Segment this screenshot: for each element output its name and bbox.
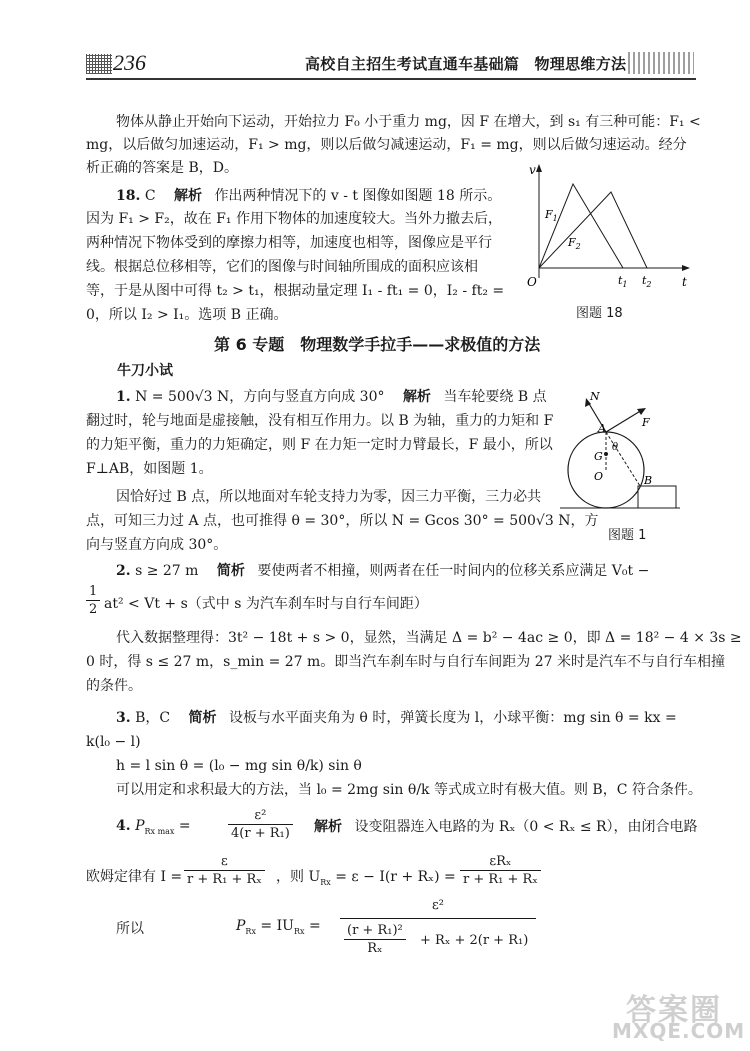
q4-inner-num: (r + R₁)² [347, 923, 403, 938]
q4-head-b [314, 816, 698, 838]
q2-line-3: 代入数据整理得：3t² − 18t + s > 0，显然，当满足 Δ = b² − 4ac ≥ 0，即 Δ = 18² − 4 × 3s ≥ [116, 630, 742, 646]
watermark-logo [612, 985, 746, 1045]
section-title: 第 6 专题 物理数学手拉手——求极值的方法 [214, 335, 541, 354]
q2-frac-num: 1 [89, 584, 98, 599]
q4-line-3c: = [308, 918, 321, 934]
figure-1-caption: 图题 1 [608, 528, 647, 543]
q18-line-6: 0，所以 I₂ > I₁。选项 B 正确。 [86, 307, 288, 323]
axis-v-label: v [529, 163, 536, 177]
fraction-bar [86, 600, 100, 601]
q1-answer: N = 500√3 N，方向与竖直方向成 30° [135, 389, 385, 405]
origin-label: O [527, 275, 537, 289]
q4-u-den: r + R₁ + Rₓ [463, 872, 538, 887]
q4-line-2c: = ε − I(r + Rₓ) = [335, 869, 456, 885]
step-block [638, 486, 676, 508]
q2-label: 简析 [216, 563, 245, 579]
q4-p2-sub: Rx [245, 926, 256, 936]
q18-label: 解析 [173, 188, 202, 204]
q4-line-3b [236, 918, 321, 936]
q1-line-2: 翻过时，轮与地面是虚接触，没有相互作用力。以 B 为轴，重力的力矩和 F [86, 413, 554, 429]
q4-head-a [116, 818, 191, 836]
q4-big-den-tail: + Rₓ + 2(r + R₁) [420, 933, 529, 948]
q4-inner-fraction [344, 923, 406, 956]
f1-label: $F_1$ [545, 208, 558, 223]
label-o: O [594, 470, 604, 483]
label-n: N [590, 390, 600, 403]
q1-label: 解析 [402, 389, 431, 405]
q1-line-7: 向与竖直方向成 30°。 [86, 537, 228, 553]
q4-p-sub: Rx max [144, 826, 175, 836]
q4-eq: = [178, 818, 191, 834]
axis-t-label: t [682, 275, 687, 289]
label-f: F [642, 416, 650, 429]
header-rule [86, 78, 696, 80]
tick-t2-label: $t_2$ [642, 274, 652, 289]
label-a: A [598, 422, 606, 435]
f2-label: $F_2$ [568, 236, 581, 251]
fraction-bar [344, 939, 406, 940]
q18-line-3: 两种情况下物体受到的摩擦力相等，加速度也相等，图像应是平行 [86, 235, 492, 251]
q4-answer-fraction [228, 808, 293, 841]
q3-answer: B，C [135, 710, 171, 726]
q4-u-fraction [460, 854, 541, 887]
f2-curve [539, 192, 647, 268]
q4-ans-num: ε² [254, 808, 267, 823]
q2-frac-den: 2 [89, 602, 98, 617]
q4-line-3a: 所以 [116, 921, 144, 937]
fraction-bar [184, 870, 265, 871]
q3-number: 3. [116, 710, 131, 726]
v-axis-arrow-icon [536, 164, 542, 172]
q4-inner-den: Rₓ [367, 941, 383, 956]
q3-label: 简析 [188, 710, 217, 726]
q2-answer: s ≥ 27 m [135, 563, 199, 579]
q2-line-2: at² < Vt + s（式中 s 为汽车刹车时与自行车间距） [104, 596, 428, 612]
q18-line-2: 因为 F₁ > F₂，故在 F₁ 作用下物体的加速度较大。当外力撤去后， [86, 211, 502, 227]
q18-number: 18. [116, 188, 141, 204]
label-theta: θ [612, 442, 619, 453]
center-g-dot [604, 452, 608, 456]
q4-line-2b-sub: Rx [320, 877, 331, 887]
q4-i-num: ε [221, 854, 228, 869]
q2-line-5: 的条件。 [86, 678, 142, 694]
q18-head [116, 185, 501, 207]
watermark-line-2: MXQE.COM [612, 1019, 746, 1043]
q18-line-4: 线。根据总位移相等，它们的图像与时间轴所围成的面积应该相 [86, 259, 478, 275]
q4-line-3b-text: = IU [260, 918, 294, 934]
q1-head [116, 386, 547, 408]
label-g: G [594, 450, 603, 463]
q4-big-den [340, 921, 536, 965]
q2-head [116, 560, 649, 582]
q1-line-4: F⊥AB，如图题 1。 [86, 461, 213, 477]
intro-line-3: 析正确的答案是 B，D。 [86, 160, 238, 176]
q4-number: 4. [116, 818, 131, 834]
q3-head [116, 707, 677, 729]
q2-line-4: 0 时，得 s ≤ 27 m，s_min = 27 m。即当汽车刹车时与自行车间距为 27 米时是汽车不与自行车相撞 [86, 654, 726, 670]
force-f-arrow [606, 410, 642, 432]
q4-label: 解析 [314, 819, 342, 835]
t-axis-arrow-icon [682, 265, 690, 271]
force-f-arrowhead-icon [637, 408, 646, 415]
q4-line-2b-text: ，则 U [276, 869, 321, 885]
intro-line-1: 物体从静止开始向下运动，开始拉力 F₀ 小于重力 mg，因 F 在增大，到 s₁ 有三种可能：F₁ < [116, 114, 701, 130]
q3-line-2: k(l₀ − l) [86, 734, 141, 750]
q2-half-fraction [86, 584, 100, 617]
q1-line-5: 因恰好过 B 点，所以地面对车轮支持力为零，因三力平衡，三力必共 [116, 489, 542, 505]
q18-line-1: 作出两种情况下的 v - t 图像如图题 18 所示。 [214, 188, 502, 204]
q2-number: 2. [116, 563, 131, 579]
page-number: 236 [113, 50, 146, 75]
fraction-bar [228, 824, 293, 825]
figure-18-vt-graph [525, 160, 695, 295]
q4-u-num: εRₓ [489, 854, 512, 869]
label-b: B [644, 474, 653, 487]
fraction-bar [460, 870, 541, 871]
watermark-line-1: 答案圈 [626, 993, 722, 1028]
q4-i-fraction [184, 854, 265, 887]
q3-line-3: h = l sin θ = (l₀ − mg sin θ/k) sin θ [116, 758, 362, 774]
q4-line-1: 设变阻器连入电路的为 Rₓ（0 < Rₓ ≤ R），由闭合电路 [354, 819, 698, 835]
q4-line-2a: 欧姆定律有 I = [86, 869, 183, 885]
header-decoration-icon [628, 52, 694, 74]
q1-number: 1. [116, 389, 131, 405]
q4-ans-den: 4(r + R₁) [231, 826, 290, 841]
figure-18-caption: 图题 18 [576, 306, 623, 321]
q4-i-den: r + R₁ + Rₓ [187, 872, 262, 887]
q3-line-1: 设板与水平面夹角为 θ 时，弹簧长度为 l，小球平衡：mg sin θ = kx = [228, 710, 677, 726]
q4-line-3b-sub: Rx [293, 926, 305, 936]
q4-p-label: P [135, 818, 145, 834]
header-mark-icon [86, 54, 112, 74]
tick-t1-label: $t_1$ [618, 274, 628, 289]
figure-1-wheel [560, 388, 690, 518]
header-title: 高校自主招生考试直通车基础篇 物理思维方法 [305, 55, 627, 73]
q4-big-num: ε² [432, 898, 444, 913]
q4-line-2b [276, 866, 456, 887]
q3-line-4: 可以用定和求积最大的方法，当 l₀ = 2mg sin θ/k 等式成立时有极大值。则 B，C 符合条件。 [116, 782, 702, 798]
q1-line-6: 点，可知三力过 A 点，也可推得 θ = 30°，所以 N = Gcos 30° = 500√3 N，方 [86, 513, 599, 529]
q1-line-3: 的力矩平衡，重力的力矩确定，则 F 在力矩一定时力臂最长，F 最小，所以 [86, 437, 553, 453]
q18-line-5: 等，于是从图中可得 t₂ > t₁，根据动量定理 I₁ - ft₁ = 0，I₂ - ft₂ = [86, 283, 505, 299]
fraction-bar [340, 918, 536, 919]
section-subtitle: 牛刀小试 [117, 363, 173, 379]
q18-answer: C [144, 188, 156, 204]
q1-line-1: 当车轮要绕 B 点 [443, 389, 547, 405]
ab-line [606, 432, 640, 486]
q2-line-1: 要使两者不相撞，则两者在任一时间内的位移关系应满足 V₀t − [257, 563, 650, 579]
q4-big-fraction [340, 898, 536, 965]
q4-p2-label: P [236, 918, 246, 934]
intro-line-2: mg，以后做匀加速运动，F₁ > mg，则以后做匀减速运动，F₁ = mg，则以后做匀速运动。经分 [86, 137, 687, 153]
